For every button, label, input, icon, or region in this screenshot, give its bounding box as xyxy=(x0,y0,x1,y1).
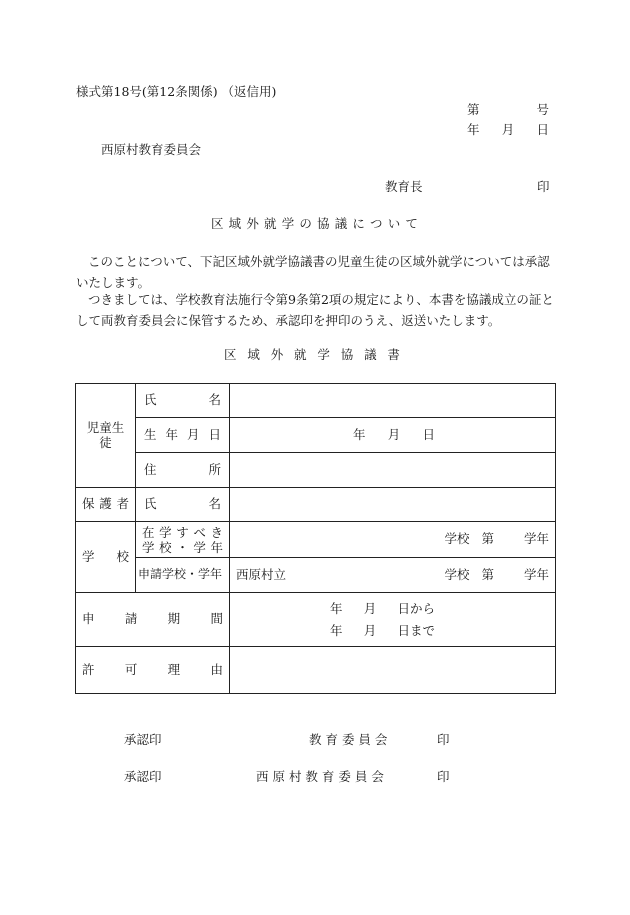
school-header: 学 校 xyxy=(76,522,136,593)
application-period-field[interactable]: 年 月 日から 年 月 日まで xyxy=(230,593,556,647)
approval-board-2: 西 原 村 教 育 委 員 会 xyxy=(256,769,384,784)
name-label: 氏 名 xyxy=(136,384,230,418)
row-guardian xyxy=(76,488,556,522)
form-title-char: 学 xyxy=(317,347,330,362)
letter-title-char: て xyxy=(405,216,418,231)
letter-title-char: 域 xyxy=(228,216,242,231)
letter-title-char: 議 xyxy=(334,216,348,231)
form-title xyxy=(224,349,400,362)
school-should-attend-field[interactable]: 学校 第 学年 xyxy=(230,522,556,558)
letter-paragraph-2: つきましては、学校教育法施行令第9条第2項の規定により、本書を協議成立の証として両教育委員会に保管するため、承認印を押印のうえ、返送いたします。 xyxy=(76,292,554,328)
guardian-header: 保 護 者 xyxy=(76,488,136,522)
date-month: 月 xyxy=(501,122,515,137)
approval-label-1: 承認印 xyxy=(124,732,162,747)
sender-title: 教育長 xyxy=(385,179,423,194)
application-school-label: 申請学校・学年 xyxy=(136,558,230,593)
row-permission-reason xyxy=(76,647,556,694)
letter-title-char: 学 xyxy=(281,216,295,231)
letter-title-char: 就 xyxy=(264,216,277,231)
date-day: 日 xyxy=(536,122,549,137)
sender-seal: 印 xyxy=(537,179,550,194)
student-birthdate-field[interactable]: 年 月 日 xyxy=(230,418,556,453)
letter-paragraph-1: このことについて、下記区域外就学協議書の児童生徒の区域外就学については承認いたします。 xyxy=(76,254,550,290)
approval-seal-1: 印 xyxy=(437,732,450,747)
row-student-birthdate xyxy=(76,418,556,453)
row-student-address xyxy=(76,453,556,488)
form-title-char: 書 xyxy=(387,347,400,362)
permission-reason-field[interactable] xyxy=(230,647,556,694)
letter-title-char: の xyxy=(299,216,312,231)
letter-title-char: 区 xyxy=(211,216,224,231)
period-header: 申 請 期 間 xyxy=(76,593,230,647)
approval-label-2: 承認印 xyxy=(124,769,162,784)
student-address-field[interactable] xyxy=(230,453,556,488)
row-school-should-attend xyxy=(76,522,556,558)
approval-board-1: 教 育 委 員 会 xyxy=(309,732,388,747)
document-date xyxy=(467,124,549,137)
approval-seal-2: 印 xyxy=(437,769,450,784)
student-header: 児童生徒 xyxy=(76,384,136,488)
letter-title-char: い xyxy=(387,216,401,231)
student-name-field[interactable] xyxy=(230,384,556,418)
birthdate-label: 生 年 月 日 xyxy=(136,418,230,453)
form-title-char: 域 xyxy=(247,347,260,362)
address-label: 住 所 xyxy=(136,453,230,488)
letter-title-char: 協 xyxy=(317,216,330,231)
letter-title xyxy=(211,218,418,231)
document-number xyxy=(467,104,549,117)
letter-title-char: つ xyxy=(370,216,383,231)
letter-title-char: に xyxy=(352,216,365,231)
form-title-char: 区 xyxy=(224,347,237,362)
reason-header: 許 可 理 由 xyxy=(76,647,230,694)
form-title-char: 協 xyxy=(340,347,354,362)
letter-title-char: 外 xyxy=(246,216,259,231)
agreement-form-table xyxy=(75,383,556,694)
doc-number-prefix: 第 xyxy=(467,102,480,117)
row-application-period xyxy=(76,593,556,647)
doc-number-suffix: 号 xyxy=(536,102,549,117)
row-application-school xyxy=(76,558,556,593)
form-number: 様式第18号(第12条関係) （返信用) xyxy=(76,84,277,99)
form-title-char: 外 xyxy=(270,347,284,362)
date-year: 年 xyxy=(467,122,480,137)
row-student-name xyxy=(76,384,556,418)
form-title-char: 議 xyxy=(364,347,377,362)
guardian-name-label: 氏 名 xyxy=(136,488,230,522)
application-school-field[interactable]: 西原村立 学校 第 学年 xyxy=(230,558,556,593)
school-should-attend-label: 在 学 す べ き 学 校 ・ 学 年 xyxy=(136,522,230,558)
guardian-name-field[interactable] xyxy=(230,488,556,522)
addressee: 西原村教育委員会 xyxy=(101,142,202,157)
form-title-char: 就 xyxy=(294,347,307,362)
